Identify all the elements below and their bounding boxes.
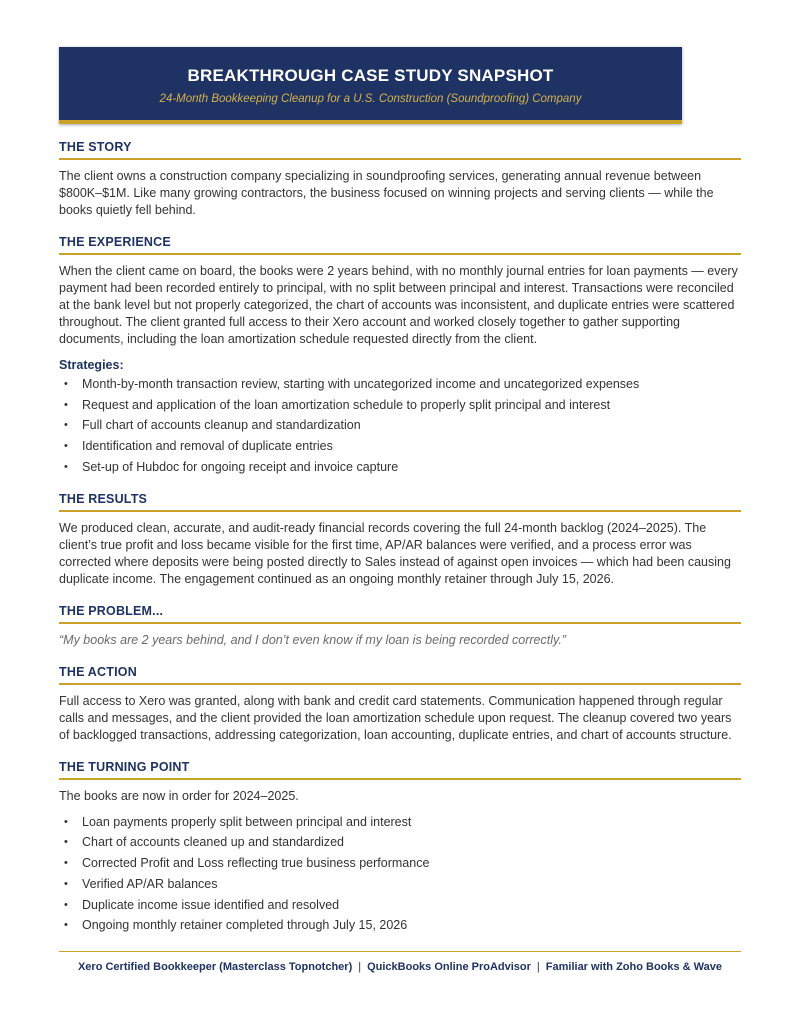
list-item-text: Ongoing monthly retainer completed through July 15, 2026: [82, 918, 408, 933]
action-section: [59, 665, 741, 744]
footer-credential-xero: Xero Certified Bookkeeper (Masterclass Topnotcher): [77, 961, 353, 973]
experience-text: When the client came on board, the books were 2 years behind, with no monthly journal entries for loan payments — every payment had been recorded entirely to principal, with no split between principal and interest. Transactions were reconciled at the bank level but not properly categorized, the chart of accounts was inconsistent, and duplicate entries were scattered throughout. The client granted full access to their Xero account and worked closely together to gather supporting documents, including the loan amortization schedule requested directly from the client.: [59, 264, 738, 346]
bullet-icon: •: [64, 898, 68, 911]
story-heading: THE STORY: [59, 140, 741, 160]
bullet-icon: •: [64, 877, 68, 890]
action-text: Full access to Xero was granted, along with bank and credit card statements. Communication happened through regular calls and messages, and the client provided the loan amortization schedule upon request. The cleanup covered two years of backlogged transactions, addressing categorization, loan accounting, duplicate entries, and chart of accounts structure.: [59, 693, 732, 742]
turning-point-intro: The books are now in order for 2024–2025.: [59, 788, 299, 803]
bullet-icon: •: [64, 398, 68, 411]
list-item: [59, 814, 741, 831]
strategies-label: Strategies:: [59, 358, 124, 372]
bullet-icon: •: [64, 419, 68, 432]
problem-heading: THE PROBLEM...: [59, 604, 741, 624]
story-text: The client owns a construction company specializing in soundproofing services, generating annual revenue between $800K–$1M. Like many growing contractors, the business focused on winning projects and serving clients — while the books quietly fell behind.: [59, 169, 714, 217]
list-item: [59, 397, 741, 414]
list-item-text: Identification and removal of duplicate entries: [82, 439, 333, 454]
footer-credential-quickbooks: QuickBooks Online ProAdvisor: [367, 961, 531, 973]
bullet-icon: •: [64, 378, 68, 390]
page-subtitle: 24-Month Bookkeeping Cleanup for a U.S. Construction (Soundproofing) Company: [159, 93, 582, 105]
footer-separator: |: [536, 961, 540, 973]
results-section: [59, 492, 741, 588]
list-item: [59, 376, 741, 393]
list-item: [59, 855, 741, 872]
list-item: [59, 438, 741, 455]
list-item: [59, 417, 741, 434]
list-item: [59, 834, 741, 851]
header-banner: [59, 47, 682, 124]
list-item: [59, 876, 741, 893]
turning-point-section: [59, 760, 741, 934]
list-item-text: Month-by-month transaction review, starting with uncategorized income and uncategorized expenses: [82, 377, 640, 391]
list-item-text: Verified AP/AR balances: [82, 876, 218, 891]
bullet-icon: •: [64, 857, 68, 870]
list-item-text: Request and application of the loan amortization schedule to properly split principal and interest: [82, 397, 611, 412]
strategies-list: [59, 376, 741, 476]
experience-heading: THE EXPERIENCE: [59, 235, 741, 255]
list-item-text: Chart of accounts cleaned up and standardized: [82, 835, 344, 850]
list-item: [59, 917, 741, 934]
problem-section: [59, 604, 741, 649]
page-title: BREAKTHROUGH CASE STUDY SNAPSHOT: [187, 66, 554, 85]
turning-point-heading: THE TURNING POINT: [59, 760, 741, 780]
footer-separator: |: [358, 961, 362, 973]
bullet-icon: •: [64, 919, 68, 932]
list-item-text: Loan payments properly split between principal and interest: [82, 814, 412, 829]
list-item-text: Full chart of accounts cleanup and standardization: [82, 418, 361, 433]
footer-credential-zoho: Familiar with Zoho Books & Wave: [545, 961, 723, 973]
problem-quote: “My books are 2 years behind, and I don’t even know if my loan is being recorded correctly.”: [59, 632, 566, 647]
bullet-icon: •: [64, 440, 68, 453]
results-heading: THE RESULTS: [59, 492, 741, 512]
action-heading: THE ACTION: [59, 665, 741, 685]
list-item-text: Set-up of Hubdoc for ongoing receipt and invoice capture: [82, 459, 399, 474]
list-item: [59, 897, 741, 914]
document-body: [59, 140, 741, 950]
results-text: We produced clean, accurate, and audit-ready financial records covering the full 24-month backlog (2024–2025). The client’s true profit and loss became visible for the first time, AP/AR balances were verified, and a process error was corrected where deposits were being posted directly to Sales instead of against open invoices — which had been causing duplicate income. The engagement continued as an ongoing monthly retainer through July 15, 2026.: [59, 520, 731, 586]
bullet-icon: •: [64, 836, 68, 849]
list-item-text: Duplicate income issue identified and resolved: [82, 897, 340, 912]
bullet-icon: •: [64, 460, 68, 473]
footer-credentials: [59, 951, 741, 973]
story-section: [59, 140, 741, 219]
list-item: [59, 459, 741, 476]
experience-section: [59, 235, 741, 476]
list-item-text: Corrected Profit and Loss reflecting true business performance: [82, 856, 430, 871]
bullet-icon: •: [64, 815, 68, 828]
turning-point-list: [59, 814, 741, 934]
